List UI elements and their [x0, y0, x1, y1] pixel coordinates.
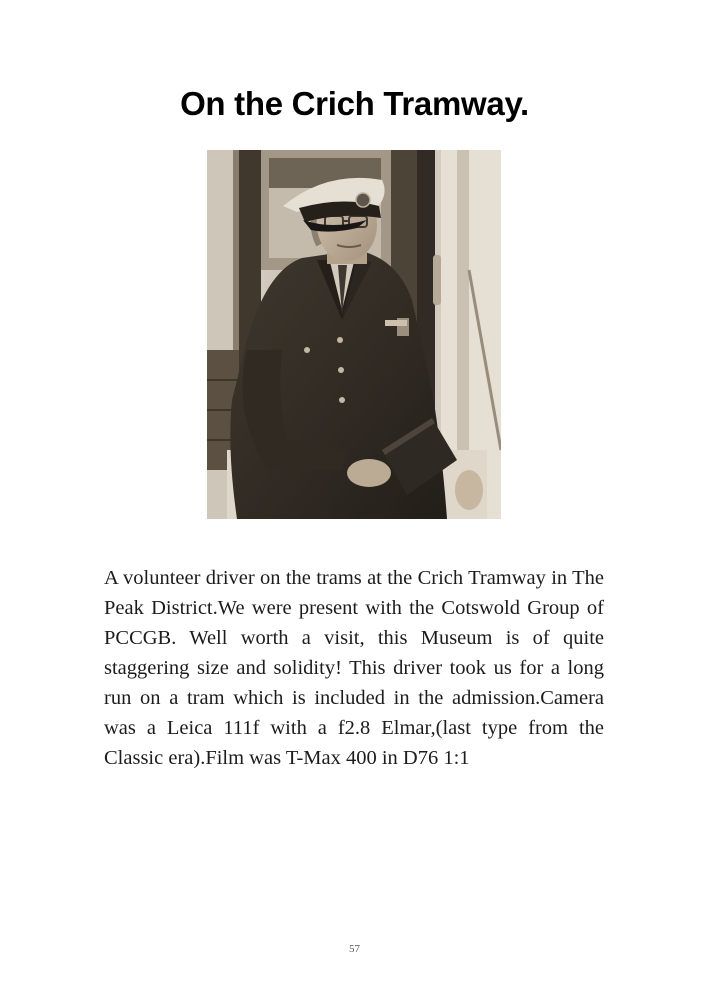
page-number: 57	[349, 943, 360, 955]
body-text: A volunteer driver on the trams at the Crich Tramway in The Peak District.We were present with the Cotswold Group of PCCGB. Well worth a visit, this Museum is of quite staggering size and solidity! This driver took us for a long run on a tram which is included in the admission.Camera was a Leica 111f with a f2.8 Elmar,(last type from the Classic era).Film was T-Max 400 in D76 1:1	[104, 567, 604, 769]
page-title: On the Crich Tramway.	[180, 85, 529, 122]
driver-photo	[207, 150, 501, 519]
